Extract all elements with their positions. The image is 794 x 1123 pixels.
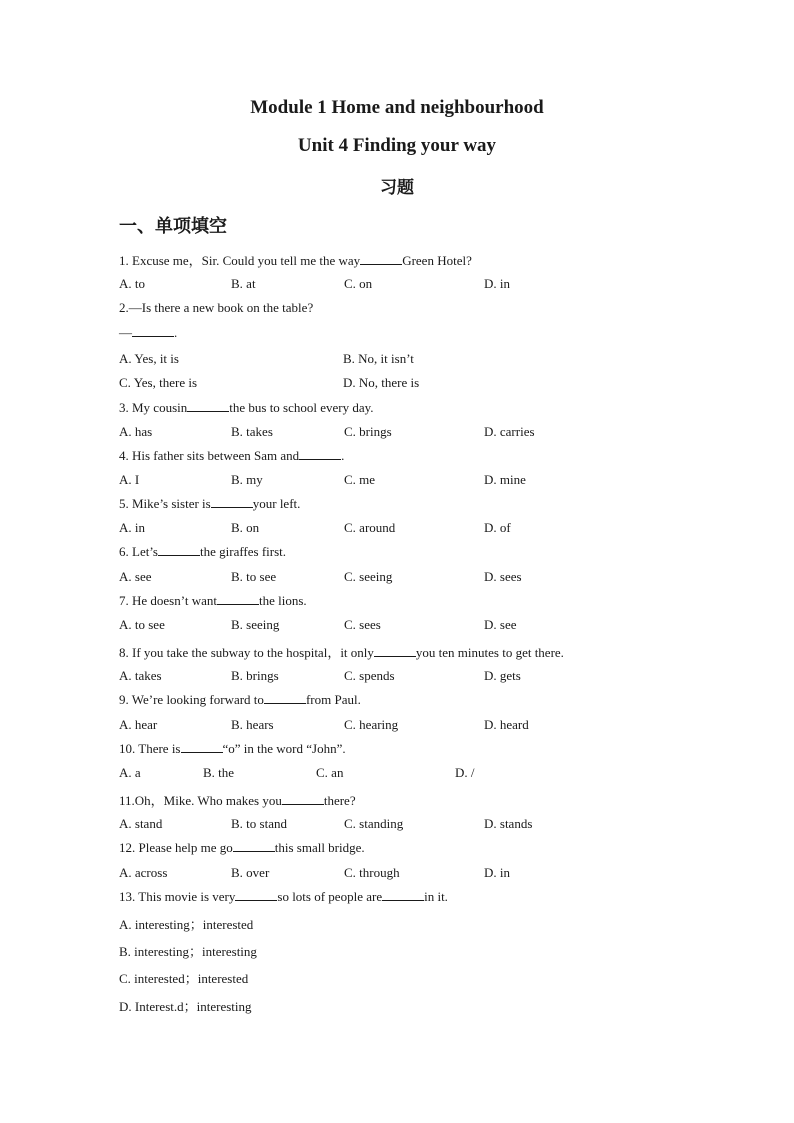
question-2: 2.—Is there a new book on the table? (119, 300, 314, 315)
answer-blank (187, 401, 229, 412)
option-a: A. stand (119, 816, 163, 831)
module-title: Module 1 Home and neighbourhood (250, 97, 544, 118)
answer-blank (158, 545, 200, 556)
option-a: A. hear (119, 717, 158, 732)
question-4: 4. His father sits between Sam and . (119, 448, 345, 463)
option-c: C. Yes, there is (119, 375, 198, 390)
option-d: D. carries (484, 424, 535, 439)
option-b: B. over (231, 865, 270, 880)
answer-blank (211, 497, 253, 508)
question-2-answer: — . (119, 325, 178, 340)
option-b: B. at (231, 276, 256, 291)
option-d: D. mine (484, 472, 526, 487)
question-8: 8. If you take the subway to the hospital，it only you ten minutes to get there. (119, 645, 564, 660)
option-c: C. hearing (344, 717, 399, 732)
answer-blank (235, 890, 277, 901)
answer-blank (233, 841, 275, 852)
option-b: B. my (231, 472, 263, 487)
question-13: 13. This movie is very so lots of people are in it. (119, 889, 448, 904)
option-b: B. to see (231, 569, 277, 584)
option-d: D. in (484, 276, 510, 291)
option-c: C. an (316, 765, 344, 780)
question-7: 7. He doesn’t want the lions. (119, 593, 307, 608)
option-a: A. to see (119, 617, 165, 632)
option-d: D. Interest.d；interesting (119, 999, 252, 1014)
question-9: 9. We’re looking forward to from Paul. (119, 692, 361, 707)
section-heading: 一、单项填空 (119, 216, 227, 237)
option-d: D. No, there is (343, 375, 420, 390)
option-c: C. on (344, 276, 373, 291)
option-b: B. to stand (231, 816, 287, 831)
question-6: 6. Let’s the giraffes first. (119, 544, 287, 559)
option-b: B. the (203, 765, 235, 780)
answer-blank (217, 594, 259, 605)
answer-blank (282, 794, 324, 805)
option-d: D. of (484, 520, 511, 535)
option-c: C. through (344, 865, 400, 880)
option-a: A. to (119, 276, 145, 291)
option-d: D. gets (484, 668, 521, 683)
option-c: C. standing (344, 816, 404, 831)
option-a: A. interesting；interested (119, 917, 254, 932)
question-1: 1. Excuse me，Sir. Could you tell me the way Green Hotel? (119, 253, 472, 268)
option-c: C. spends (344, 668, 395, 683)
option-b: B. on (231, 520, 260, 535)
option-b: B. takes (231, 424, 273, 439)
answer-blank (360, 254, 402, 265)
answer-blank (374, 646, 416, 657)
question-5: 5. Mike’s sister is your left. (119, 496, 301, 511)
answer-blank (132, 326, 174, 337)
option-c: C. seeing (344, 569, 393, 584)
option-c: C. brings (344, 424, 392, 439)
option-b: B. interesting；interesting (119, 944, 257, 959)
option-a: A. Yes, it is (119, 351, 179, 366)
option-d: D. stands (484, 816, 533, 831)
option-c: C. sees (344, 617, 381, 632)
option-b: B. seeing (231, 617, 280, 632)
option-c: C. interested；interested (119, 971, 249, 986)
question-3: 3. My cousin the bus to school every day. (119, 400, 374, 415)
exercise-title: 习题 (380, 178, 414, 198)
option-a: A. see (119, 569, 152, 584)
answer-blank (264, 693, 306, 704)
option-a: A. in (119, 520, 145, 535)
question-10: 10. There is “o” in the word “John”. (119, 741, 346, 756)
option-b: B. brings (231, 668, 279, 683)
option-d: D. / (455, 765, 475, 780)
unit-title: Unit 4 Finding your way (297, 135, 497, 156)
option-a: A. has (119, 424, 153, 439)
question-12: 12. Please help me go this small bridge. (119, 840, 365, 855)
option-d: D. see (484, 617, 517, 632)
option-c: C. around (344, 520, 396, 535)
option-a: A. takes (119, 668, 162, 683)
option-a: A. a (119, 765, 141, 780)
option-d: D. heard (484, 717, 529, 732)
answer-blank (382, 890, 424, 901)
option-a: A. across (119, 865, 168, 880)
answer-blank (181, 742, 223, 753)
option-d: D. sees (484, 569, 522, 584)
option-c: C. me (344, 472, 376, 487)
option-b: B. hears (231, 717, 274, 732)
answer-blank (299, 449, 341, 460)
question-11: 11.Oh，Mike. Who makes you there? (119, 793, 356, 808)
option-d: D. in (484, 865, 510, 880)
option-b: B. No, it isn’t (343, 351, 414, 366)
option-a: A. I (119, 472, 140, 487)
